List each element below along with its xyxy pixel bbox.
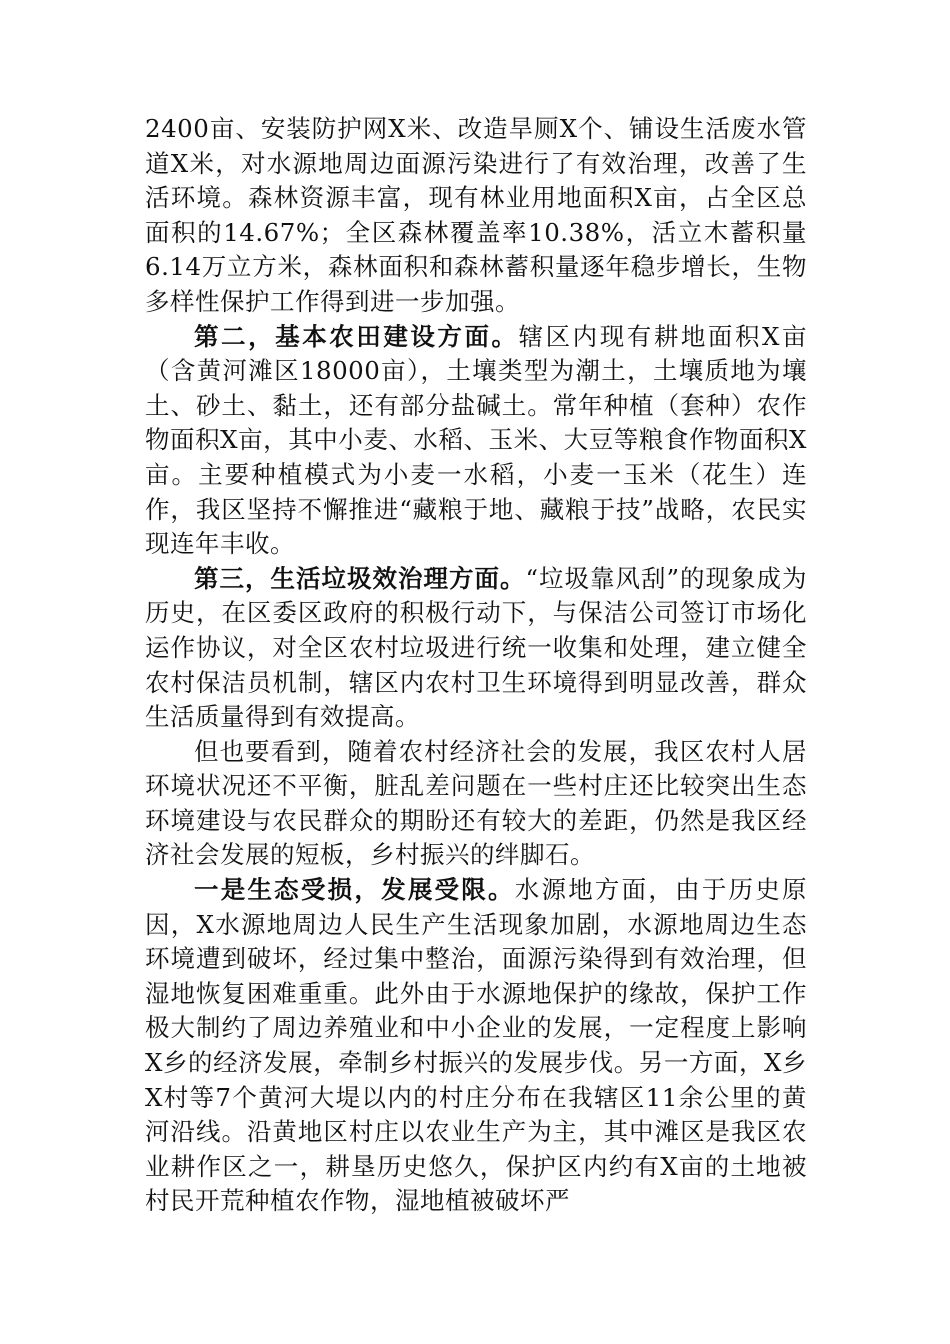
- paragraph-farmland: [145, 320, 807, 562]
- paragraph-problems-intro: [145, 735, 807, 873]
- paragraph-text: “垃圾靠风刮”的现象成为历史，在区委区政府的积极行动下，与保洁公司签订市场化运作协议，对全区农村垃圾进行统一收集和处理，建立健全农村保洁员机制，辖区内农村卫生环境得到明显改善，群众生活质量得到有效提高。: [145, 563, 807, 732]
- paragraph-text: 水源地方面，由于历史原因，X水源地周边人民生产生活现象加剧，水源地周边生态环境遭到破坏，经过集中整治，面源污染得到有效治理，但湿地恢复困难重重。此外由于水源地保护的缘故，保护工作极大制约了周边养殖业和中小企业的发展，一定程度上影响X乡的经济发展，牵制乡村振兴的发展步伐。另一方面，X乡X村等7个黄河大堤以内的村庄分布在我辖区11余公里的黄河沿线。沿黄地区村庄以农业生产为主，其中滩区是我区农业耕作区之一，耕垦历史悠久，保护区内约有X亩的土地被村民开荒种植农作物，湿地植被破坏严: [145, 875, 808, 1216]
- paragraph-text: 辖区内现有耕地面积X亩（含黄河滩区18000亩），土壤类型为潮土，土壤质地为壤土、砂土、黏土，还有部分盐碱土。常年种植（套种）农作物面积X亩，其中小麦、水稻、玉米、大豆等粮食作物面积X亩。主要种植模式为小麦一水稻，小麦一玉米（花生）连作，我区坚持不懈推进“藏粮于地、藏粮于技”战略，农民实现连年丰收。: [145, 321, 807, 559]
- paragraph-environment-continued: [145, 112, 807, 320]
- paragraph-ecology: [145, 873, 807, 1219]
- paragraph-heading: 第三，生活垃圾效治理方面。: [194, 563, 526, 593]
- paragraph-text: 2400亩、安装防护网X米、改造旱厕X个、铺设生活废水管道X米，对水源地周边面源污染进行了有效治理，改善了生活环境。森林资源丰富，现有林业用地面积X亩，占全区总面积的14.67%；全区森林覆盖率10.38%，活立木蓄积量6.14万立方米，森林面积和森林蓄积量逐年稳步增长，生物多样性保护工作得到进一步加强。: [145, 114, 807, 316]
- document-page: [145, 112, 807, 1219]
- paragraph-text: 但也要看到，随着农村经济社会的发展，我区农村人居环境状况还不平衡，脏乱差问题在一些村庄还比较突出生态环境建设与农民群众的期盼还有较大的差距，仍然是我区经济社会发展的短板，乡村振兴的绊脚石。: [145, 736, 807, 870]
- paragraph-heading: 一是生态受损，发展受限。: [194, 875, 515, 905]
- paragraph-heading: 第二，基本农田建设方面。: [194, 321, 519, 351]
- paragraph-garbage: [145, 562, 807, 735]
